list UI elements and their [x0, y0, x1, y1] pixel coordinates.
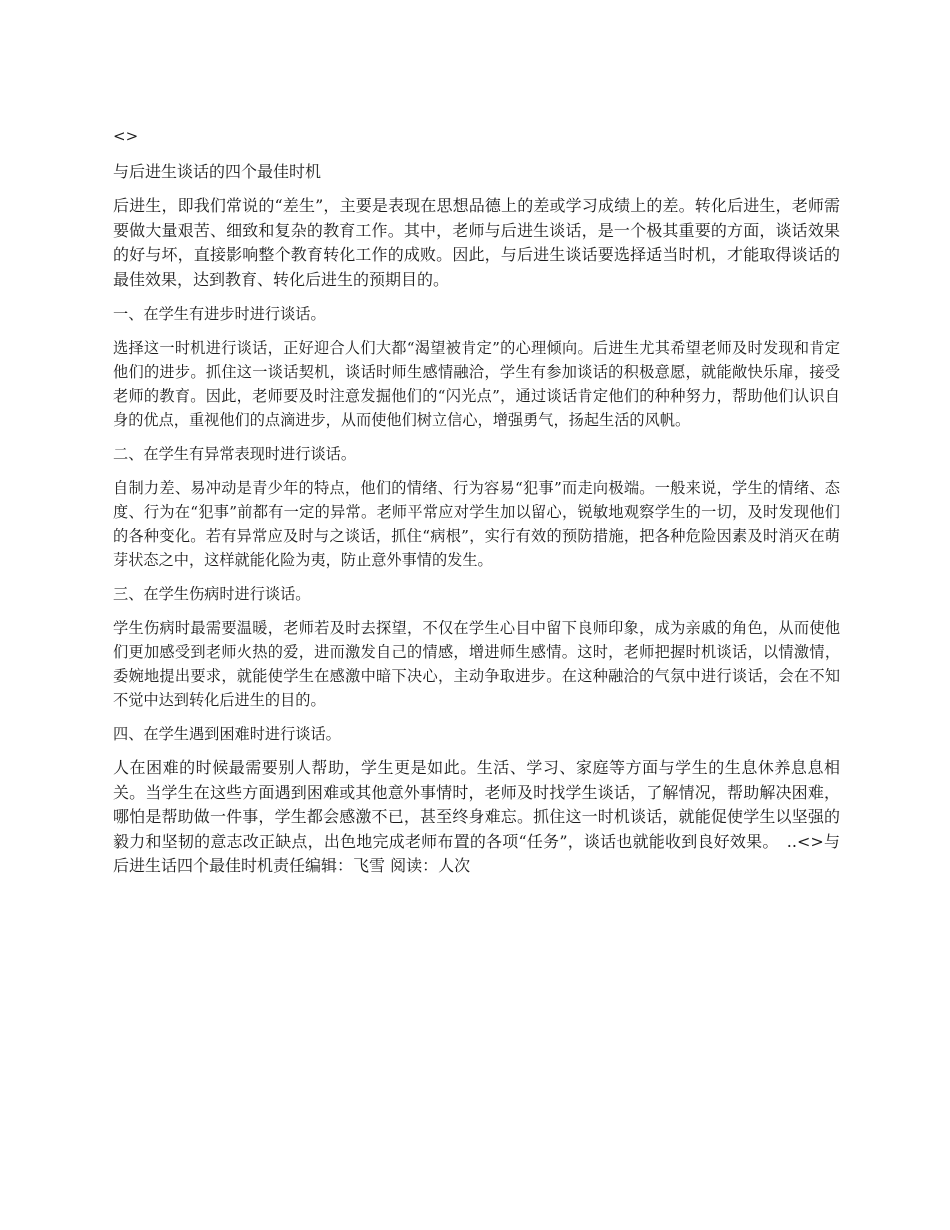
section-3-heading: 三、在学生伤病时进行谈话。: [113, 585, 311, 603]
document-title: 与后进生谈话的四个最佳时机: [113, 162, 322, 181]
intro-paragraph: 后进生，即我们常说的“差生”，主要是表现在思想品德上的差或学习成绩上的差。转化后进生，老师需要做大量艰苦、细致和复杂的教育工作。其中，老师与后进生谈话，是一个极其重要的方面，谈话效果的好与坏，直接影响整个教育转化工作的成败。因此，与后进生谈话要选择适当时机，才能取得谈话的最佳效果，达到教育、转化后进生的预期目的。: [113, 196, 840, 289]
document-content: [113, 126, 840, 891]
section-3-body: 学生伤病时最需要温暖，老师若及时去探望，不仅在学生心目中留下良师印象，成为亲戚的角色，从而使他们更加感受到老师火热的爱，进而激发自己的情感，增进师生感情。这时，老师把握时机谈话，以情激情，委婉地提出要求，就能使学生在感激中暗下决心，主动争取进步。在这种融洽的气氛中进行谈话，会在不知不觉中达到转化后进生的目的。: [113, 619, 840, 709]
section-1-body: 选择这一时机进行谈话，正好迎合人们大都“渴望被肯定”的心理倾向。后进生尤其希望老师及时发现和肯定他们的进步。抓住这一谈话契机，谈话时师生感情融洽，学生有参加谈话的积极意愿，就能敞快乐扉，接受老师的教育。因此，老师要及时注意发掘他们的“闪光点”，通过谈话肯定他们的种种努力，帮助他们认识自身的优点，重视他们的点滴进步，从而使他们树立信心，增强勇气，扬起生活的风帆。: [113, 339, 840, 429]
section-4-body: 人在困难的时候最需要别人帮助，学生更是如此。生活、学习、家庭等方面与学生的生息休养息息相关。当学生在这些方面遇到困难或其他意外事情时，老师及时找学生谈话，了解情况，帮助解决困难，哪怕是帮助做一件事，学生都会感激不已，甚至终身难忘。抓住这一时机谈话，就能促使学生以坚强的毅力和坚韧的意志改正缺点，出色地完成老师布置的各项“任务”，谈话也就能收到良好效果。 ..<>与后进生话四个最佳时机责任编辑：飞雪 阅读：人次: [113, 758, 840, 875]
section-2-heading: 二、在学生有异常表现时进行谈话。: [113, 445, 356, 463]
section-4-heading: 四、在学生遇到困难时进行谈话。: [113, 725, 341, 743]
section-2-body: 自制力差、易冲动是青少年的特点，他们的情绪、行为容易“犯事”而走向极端。一般来说，学生的情绪、态度、行为在“犯事”前都有一定的异常。老师平常应对学生加以留心，锐敏地观察学生的一切，及时发现他们的各种变化。若有异常应及时与之谈话，抓住“病根”，实行有效的预防措施，把各种危险因素及时消灭在萌芽状态之中，这样就能化险为夷，防止意外事情的发生。: [113, 479, 840, 569]
document-marker: <>: [113, 127, 139, 145]
section-1-heading: 一、在学生有进步时进行谈话。: [113, 305, 326, 323]
